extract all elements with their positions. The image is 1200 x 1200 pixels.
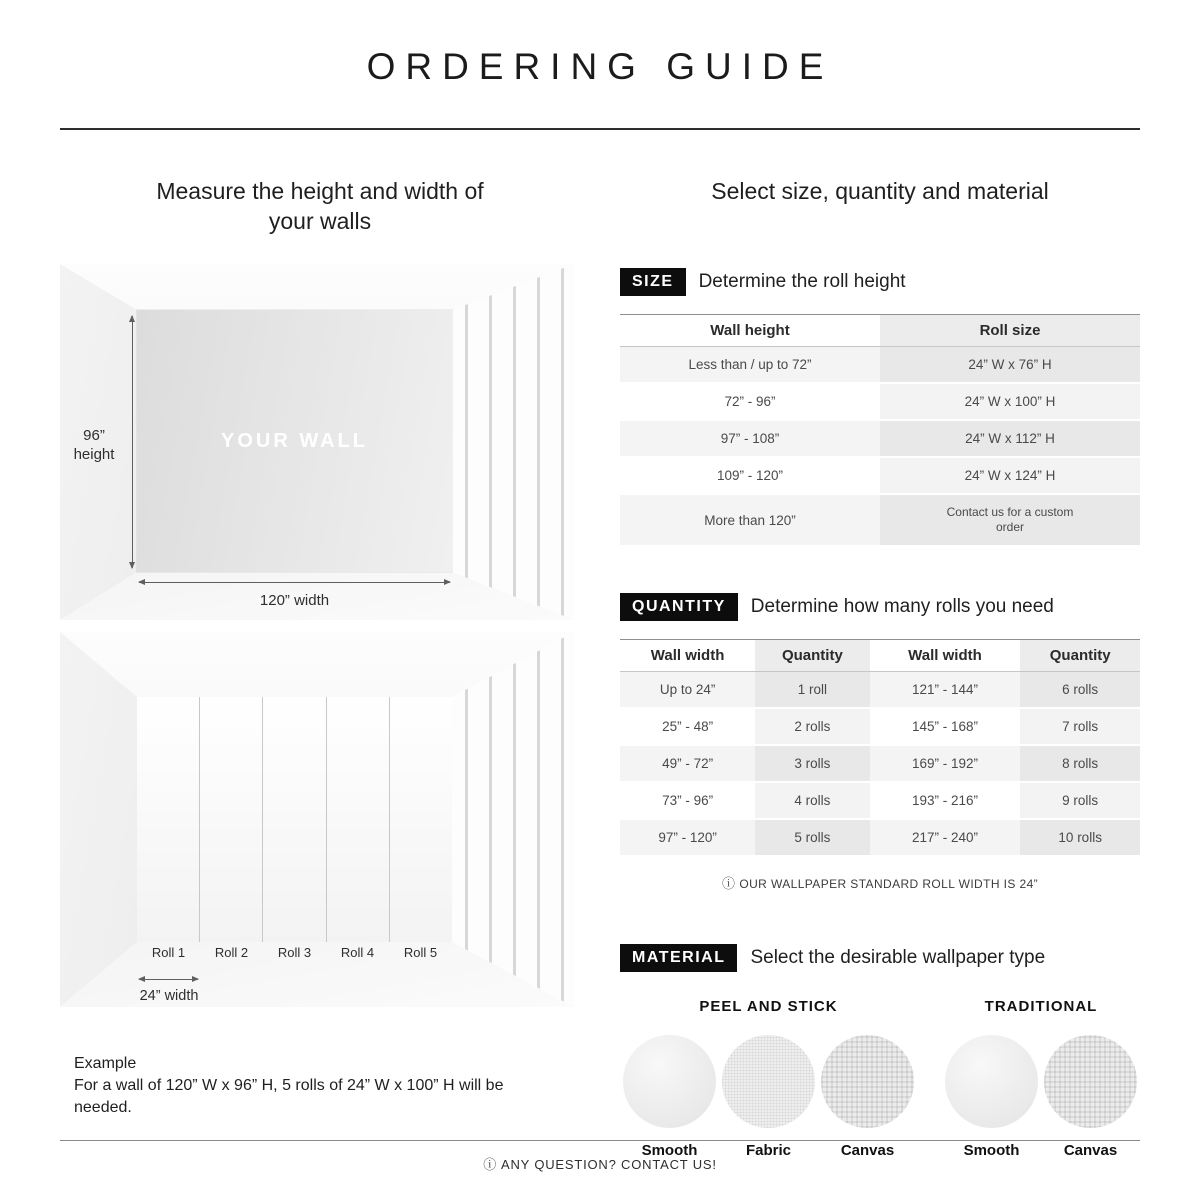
width-dimension-arrow: [139, 582, 450, 583]
material-group-title: TRADITIONAL: [984, 998, 1098, 1015]
quantity-cell: 9 rolls: [1020, 782, 1140, 819]
roll-size-cell: 24” W x 100” H: [880, 383, 1140, 420]
roll-labels: [137, 945, 452, 960]
contact-note-text: ANY QUESTION? CONTACT US!: [501, 1157, 717, 1172]
table-row: [620, 420, 1140, 457]
room-illustration-measure: [60, 264, 574, 620]
material-group-traditional: [942, 998, 1140, 1159]
roll-width-dimension-arrow: [139, 979, 198, 980]
material-subtitle: Select the desirable wallpaper type: [750, 947, 1046, 968]
roll-label: Roll 1: [151, 945, 186, 960]
quantity-cell: 3 rolls: [755, 745, 869, 782]
roll-width-note: [620, 873, 1140, 892]
size-tag: SIZE: [620, 268, 686, 296]
measure-heading: Measure the height and width of your walls: [156, 178, 484, 234]
roll-size-cell: 24” W x 124” H: [880, 457, 1140, 494]
wall-height-cell: 109” - 120”: [620, 457, 880, 494]
roll-label: Roll 4: [340, 945, 375, 960]
fabric-texture-swatch: [722, 1035, 815, 1128]
roll-size-cell: 24” W x 76” H: [880, 347, 1140, 384]
roll-size-cell: [880, 494, 1140, 546]
quantity-tag: QUANTITY: [620, 593, 738, 621]
wall-width-cell: Up to 24”: [620, 672, 755, 709]
info-icon: ⓘ: [483, 1157, 498, 1172]
measure-column: [60, 168, 580, 1119]
wallpaper-rolls: [137, 697, 452, 942]
quantity-section-header: [620, 593, 1140, 621]
roll-width-note-text: OUR WALLPAPER STANDARD ROLL WIDTH IS 24”: [739, 877, 1039, 891]
wall-width-cell: 121” - 144”: [870, 672, 1021, 709]
room-illustration-rolls: [60, 632, 574, 1007]
wall-width-label: 120” width: [259, 592, 330, 609]
wall-width-cell: 169” - 192”: [870, 745, 1021, 782]
example-block: [74, 1053, 580, 1119]
material-group-title: PEEL AND STICK: [699, 998, 838, 1015]
table-row: [620, 347, 1140, 384]
roll-size-header: Roll size: [880, 315, 1140, 347]
roll-panel: [327, 697, 390, 942]
wall-width-cell: 49” - 72”: [620, 745, 755, 782]
quantity-cell: 6 rolls: [1020, 672, 1140, 709]
wall-width-cell: 73” - 96”: [620, 782, 755, 819]
quantity-table: [620, 639, 1140, 857]
quantity-header: Quantity: [755, 640, 869, 672]
material-group-peel-and-stick: [620, 998, 917, 1159]
wall-width-header: Wall width: [870, 640, 1021, 672]
wall-width-cell: 25” - 48”: [620, 708, 755, 745]
info-icon: ⓘ: [721, 876, 736, 891]
wall-height-header: Wall height: [620, 315, 880, 347]
material-option-label: Fabric: [745, 1142, 791, 1159]
table-row: [620, 383, 1140, 420]
example-title: Example: [74, 1055, 137, 1072]
quantity-header: Quantity: [1020, 640, 1140, 672]
top-divider: [60, 128, 1140, 130]
roll-label: Roll 5: [403, 945, 438, 960]
material-tag: MATERIAL: [620, 944, 737, 972]
quantity-cell: 7 rolls: [1020, 708, 1140, 745]
quantity-cell: 10 rolls: [1020, 819, 1140, 856]
size-subtitle: Determine the roll height: [698, 271, 906, 292]
material-option-label: Smooth: [963, 1142, 1020, 1159]
table-row: [620, 708, 1140, 745]
wall-width-cell: 217” - 240”: [870, 819, 1021, 856]
wall-height-value: 96”: [83, 427, 105, 444]
material-option-label: Canvas: [1063, 1142, 1118, 1159]
wall-height-label: [64, 426, 124, 464]
roll-panel: [137, 697, 200, 942]
size-section-header: [620, 268, 1140, 296]
table-header-row: [620, 640, 1140, 672]
example-body: For a wall of 120” W x 96” H, 5 rolls of 24” W x 100” H will be needed.: [74, 1077, 504, 1116]
table-row: [620, 494, 1140, 546]
roll-size-cell: 24” W x 112” H: [880, 420, 1140, 457]
table-row: [620, 672, 1140, 709]
wall-width-cell: 97” - 120”: [620, 819, 755, 856]
wall-height-cell: 97” - 108”: [620, 420, 880, 457]
canvas-texture-swatch: [821, 1035, 914, 1128]
material-option-label: Smooth: [641, 1142, 698, 1159]
material-option-label: Canvas: [840, 1142, 895, 1159]
table-row: [620, 782, 1140, 819]
table-row: [620, 819, 1140, 856]
contact-note: [0, 1154, 1200, 1173]
select-column: [620, 168, 1140, 1159]
size-table: [620, 314, 1140, 547]
quantity-cell: 4 rolls: [755, 782, 869, 819]
smooth-texture-swatch: [623, 1035, 716, 1128]
wall-width-cell: 193” - 216”: [870, 782, 1021, 819]
page-title: ORDERING GUIDE: [366, 46, 834, 87]
table-header-row: [620, 315, 1140, 347]
wall-width-header: Wall width: [620, 640, 755, 672]
roll-panel: [263, 697, 326, 942]
table-row: [620, 457, 1140, 494]
wall-height-cell: Less than / up to 72”: [620, 347, 880, 384]
roll-width-label: 24” width: [139, 988, 199, 1004]
canvas-texture-swatch: [1044, 1035, 1137, 1128]
height-dimension-arrow: [132, 316, 133, 568]
table-row: [620, 745, 1140, 782]
bottom-divider: [60, 1140, 1140, 1141]
quantity-cell: 8 rolls: [1020, 745, 1140, 782]
custom-order-note: Contact us for a custom order: [946, 505, 1074, 534]
quantity-cell: 1 roll: [755, 672, 869, 709]
material-section-header: [620, 944, 1140, 972]
wall-height-unit: height: [73, 446, 115, 463]
quantity-subtitle: Determine how many rolls you need: [750, 596, 1054, 617]
material-groups: [620, 998, 1140, 1159]
quantity-cell: 2 rolls: [755, 708, 869, 745]
smooth-texture-swatch: [945, 1035, 1038, 1128]
roll-label: Roll 3: [277, 945, 312, 960]
wall-width-cell: 145” - 168”: [870, 708, 1021, 745]
your-wall-label: YOUR WALL: [221, 429, 368, 452]
wall-height-cell: 72” - 96”: [620, 383, 880, 420]
quantity-cell: 5 rolls: [755, 819, 869, 856]
roll-label: Roll 2: [214, 945, 249, 960]
wall-height-cell: More than 120”: [620, 494, 880, 546]
select-heading: Select size, quantity and material: [711, 178, 1049, 204]
roll-panel: [390, 697, 452, 942]
roll-panel: [200, 697, 263, 942]
